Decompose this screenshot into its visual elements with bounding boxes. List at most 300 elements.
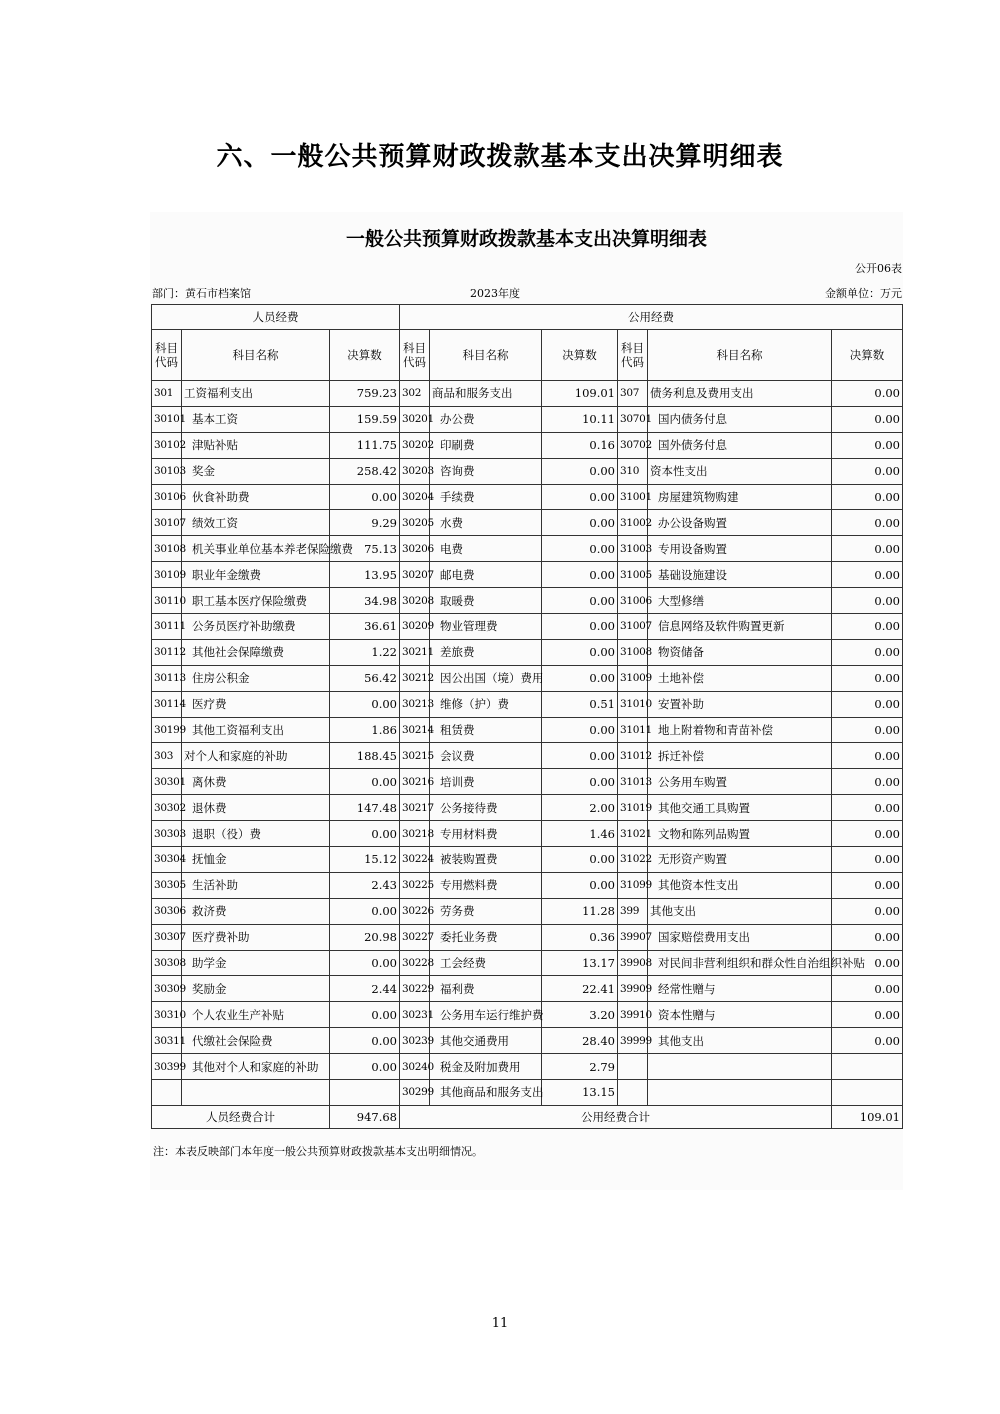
amount-header: 决算数 <box>542 330 618 381</box>
table-row <box>152 381 903 407</box>
code-cell: 30399 <box>152 1054 182 1080</box>
code-cell: 31005 <box>618 562 648 588</box>
table-row <box>152 950 903 976</box>
name-cell: 专用燃料费 <box>430 872 542 898</box>
code-cell: 39907 <box>618 924 648 950</box>
code-cell: 31006 <box>618 588 648 614</box>
amount-cell: 0.00 <box>542 484 618 510</box>
amount-cell: 0.00 <box>330 1054 400 1080</box>
code-cell: 31003 <box>618 536 648 562</box>
name-cell <box>182 1080 330 1106</box>
personnel-total-value: 947.68 <box>330 1105 400 1128</box>
amount-cell: 13.15 <box>542 1080 618 1106</box>
amount-cell: 1.46 <box>542 821 618 847</box>
code-cell: 30109 <box>152 562 182 588</box>
amount-cell: 0.00 <box>330 950 400 976</box>
name-cell: 福利费 <box>430 976 542 1002</box>
code-cell: 31008 <box>618 639 648 665</box>
name-cell: 职工基本医疗保险缴费 <box>182 588 330 614</box>
code-cell: 30103 <box>152 458 182 484</box>
code-cell: 310 <box>618 458 648 484</box>
amount-cell: 22.41 <box>542 976 618 1002</box>
amount-cell: 2.00 <box>542 795 618 821</box>
page-number: 11 <box>491 1316 509 1331</box>
amount-cell: 13.17 <box>542 950 618 976</box>
name-cell: 其他交通工具购置 <box>648 795 832 821</box>
code-cell: 31099 <box>618 872 648 898</box>
name-cell: 专用材料费 <box>430 821 542 847</box>
code-cell: 31019 <box>618 795 648 821</box>
amount-cell: 0.00 <box>542 743 618 769</box>
table-row <box>152 484 903 510</box>
code-cell: 301 <box>152 381 182 407</box>
code-cell: 31021 <box>618 821 648 847</box>
amount-cell: 0.00 <box>832 381 903 407</box>
amount-cell: 1.86 <box>330 717 400 743</box>
code-cell: 30702 <box>618 432 648 458</box>
table-row <box>152 562 903 588</box>
name-cell: 其他工资福利支出 <box>182 717 330 743</box>
code-cell: 30205 <box>400 510 430 536</box>
amount-cell: 0.00 <box>832 510 903 536</box>
code-cell: 30240 <box>400 1054 430 1080</box>
name-cell: 专用设备购置 <box>648 536 832 562</box>
name-cell: 差旅费 <box>430 639 542 665</box>
name-cell: 资本性赠与 <box>648 1002 832 1028</box>
code-cell: 303 <box>152 743 182 769</box>
amount-cell: 0.00 <box>542 536 618 562</box>
name-cell: 国外债务付息 <box>648 432 832 458</box>
code-cell: 39999 <box>618 1028 648 1054</box>
amount-cell: 109.01 <box>542 381 618 407</box>
name-cell: 离休费 <box>182 769 330 795</box>
table-row <box>152 432 903 458</box>
name-cell: 国内债务付息 <box>648 406 832 432</box>
name-cell: 对民间非营利组织和群众性自治组织补贴 <box>648 950 832 976</box>
amount-cell: 0.00 <box>542 588 618 614</box>
code-cell: 30112 <box>152 639 182 665</box>
amount-cell: 0.00 <box>832 950 903 976</box>
code-cell: 30308 <box>152 950 182 976</box>
code-cell: 31011 <box>618 717 648 743</box>
amount-cell: 56.42 <box>330 665 400 691</box>
code-cell: 30231 <box>400 1002 430 1028</box>
name-cell: 公务接待费 <box>430 795 542 821</box>
amount-cell: 0.00 <box>832 1028 903 1054</box>
name-cell: 会议费 <box>430 743 542 769</box>
name-cell: 对个人和家庭的补助 <box>182 743 330 769</box>
name-cell: 大型修缮 <box>648 588 832 614</box>
amount-cell: 75.13 <box>330 536 400 562</box>
name-cell: 奖金 <box>182 458 330 484</box>
code-cell: 39908 <box>618 950 648 976</box>
code-cell: 30113 <box>152 665 182 691</box>
name-cell: 经常性赠与 <box>648 976 832 1002</box>
amount-cell: 0.00 <box>832 536 903 562</box>
amount-cell: 2.44 <box>330 976 400 1002</box>
name-cell <box>648 1080 832 1106</box>
code-cell: 30106 <box>152 484 182 510</box>
name-cell: 租赁费 <box>430 717 542 743</box>
table-row <box>152 691 903 717</box>
code-cell: 30102 <box>152 432 182 458</box>
code-cell: 30216 <box>400 769 430 795</box>
code-cell: 30304 <box>152 847 182 873</box>
name-cell: 资本性支出 <box>648 458 832 484</box>
table-row <box>152 795 903 821</box>
amount-cell: 0.00 <box>542 717 618 743</box>
amount-cell: 0.00 <box>832 665 903 691</box>
code-cell <box>618 1080 648 1106</box>
code-cell: 31013 <box>618 769 648 795</box>
name-cell: 助学金 <box>182 950 330 976</box>
amount-cell: 9.29 <box>330 510 400 536</box>
amount-cell: 0.36 <box>542 924 618 950</box>
amount-cell: 0.00 <box>330 769 400 795</box>
name-cell: 公务用车购置 <box>648 769 832 795</box>
table-row <box>152 458 903 484</box>
name-cell: 住房公积金 <box>182 665 330 691</box>
amount-cell: 15.12 <box>330 847 400 873</box>
name-cell: 代缴社会保险费 <box>182 1028 330 1054</box>
code-cell: 30110 <box>152 588 182 614</box>
code-cell: 30310 <box>152 1002 182 1028</box>
code-cell: 30101 <box>152 406 182 432</box>
code-header: 科目代码 <box>400 330 430 381</box>
form-number: 公开06表 <box>855 262 902 275</box>
code-cell: 30239 <box>400 1028 430 1054</box>
table-row <box>152 588 903 614</box>
table-row <box>152 847 903 873</box>
amount-cell: 0.00 <box>330 821 400 847</box>
code-cell: 30306 <box>152 898 182 924</box>
name-cell: 伙食补助费 <box>182 484 330 510</box>
code-cell: 30206 <box>400 536 430 562</box>
amount-cell <box>330 1080 400 1106</box>
code-cell: 30214 <box>400 717 430 743</box>
personnel-total-label: 人员经费合计 <box>152 1105 330 1128</box>
code-cell: 30701 <box>618 406 648 432</box>
public-header: 公用经费 <box>400 305 903 330</box>
code-cell: 39910 <box>618 1002 648 1028</box>
department-label: 部门：黄石市档案馆 <box>152 287 251 300</box>
table-row <box>152 406 903 432</box>
name-cell: 其他商品和服务支出 <box>430 1080 542 1106</box>
amount-cell: 0.00 <box>832 743 903 769</box>
amount-cell: 0.16 <box>542 432 618 458</box>
table-row <box>152 976 903 1002</box>
table-row <box>152 872 903 898</box>
amount-cell: 1.22 <box>330 639 400 665</box>
amount-cell: 0.00 <box>542 510 618 536</box>
name-cell: 物资储备 <box>648 639 832 665</box>
name-header: 科目名称 <box>648 330 832 381</box>
code-cell: 30204 <box>400 484 430 510</box>
name-cell: 地上附着物和青苗补偿 <box>648 717 832 743</box>
code-cell: 30114 <box>152 691 182 717</box>
code-header: 科目代码 <box>618 330 648 381</box>
name-cell: 其他支出 <box>648 1028 832 1054</box>
table-title: 一般公共预算财政拨款基本支出决算明细表 <box>345 228 707 250</box>
name-cell: 退休费 <box>182 795 330 821</box>
code-cell: 30203 <box>400 458 430 484</box>
amount-cell: 0.00 <box>832 795 903 821</box>
code-cell: 30208 <box>400 588 430 614</box>
code-cell: 30111 <box>152 614 182 640</box>
amount-cell: 28.40 <box>542 1028 618 1054</box>
amount-cell: 0.00 <box>542 639 618 665</box>
code-cell: 30207 <box>400 562 430 588</box>
code-cell: 30213 <box>400 691 430 717</box>
name-cell: 其他社会保障缴费 <box>182 639 330 665</box>
amount-cell: 2.79 <box>542 1054 618 1080</box>
code-cell: 31001 <box>618 484 648 510</box>
name-cell: 债务利息及费用支出 <box>648 381 832 407</box>
name-cell: 工会经费 <box>430 950 542 976</box>
name-cell: 公务用车运行维护费 <box>430 1002 542 1028</box>
table-row <box>152 898 903 924</box>
amount-header: 决算数 <box>832 330 903 381</box>
table-row <box>152 769 903 795</box>
code-cell: 30302 <box>152 795 182 821</box>
name-cell: 劳务费 <box>430 898 542 924</box>
code-cell: 30218 <box>400 821 430 847</box>
amount-cell <box>832 1080 903 1106</box>
table-row <box>152 1002 903 1028</box>
amount-cell: 0.00 <box>542 614 618 640</box>
amount-cell: 0.00 <box>330 1002 400 1028</box>
name-cell: 其他支出 <box>648 898 832 924</box>
amount-cell: 0.00 <box>832 406 903 432</box>
name-cell: 抚恤金 <box>182 847 330 873</box>
code-cell: 30307 <box>152 924 182 950</box>
table-row <box>152 1080 903 1106</box>
name-cell: 取暖费 <box>430 588 542 614</box>
code-cell: 30227 <box>400 924 430 950</box>
name-cell <box>648 1054 832 1080</box>
table-row <box>152 639 903 665</box>
name-cell: 公务员医疗补助缴费 <box>182 614 330 640</box>
name-cell: 机关事业单位基本养老保险缴费 <box>182 536 330 562</box>
amount-cell: 0.00 <box>832 769 903 795</box>
public-total-label: 公用经费合计 <box>400 1105 832 1128</box>
amount-cell: 0.51 <box>542 691 618 717</box>
amount-cell: 20.98 <box>330 924 400 950</box>
name-cell: 拆迁补偿 <box>648 743 832 769</box>
code-cell: 30229 <box>400 976 430 1002</box>
totals-row <box>152 1105 903 1128</box>
amount-cell: 0.00 <box>832 562 903 588</box>
amount-cell: 0.00 <box>542 458 618 484</box>
amount-cell: 111.75 <box>330 432 400 458</box>
table-row <box>152 821 903 847</box>
amount-unit-label: 金额单位：万元 <box>825 287 902 300</box>
code-cell: 31022 <box>618 847 648 873</box>
amount-cell: 0.00 <box>542 665 618 691</box>
amount-cell: 0.00 <box>832 898 903 924</box>
amount-cell: 0.00 <box>832 872 903 898</box>
name-cell: 医疗费补助 <box>182 924 330 950</box>
code-cell: 31012 <box>618 743 648 769</box>
amount-cell: 0.00 <box>330 898 400 924</box>
amount-cell: 13.95 <box>330 562 400 588</box>
table-row <box>152 743 903 769</box>
name-cell: 安置补助 <box>648 691 832 717</box>
code-header: 科目代码 <box>152 330 182 381</box>
table-row <box>152 536 903 562</box>
name-cell: 文物和陈列品购置 <box>648 821 832 847</box>
name-cell: 培训费 <box>430 769 542 795</box>
amount-cell: 10.11 <box>542 406 618 432</box>
table-row <box>152 717 903 743</box>
name-cell: 办公费 <box>430 406 542 432</box>
name-cell: 工资福利支出 <box>182 381 330 407</box>
code-cell: 31010 <box>618 691 648 717</box>
amount-cell: 0.00 <box>832 976 903 1002</box>
name-cell: 医疗费 <box>182 691 330 717</box>
table-row <box>152 924 903 950</box>
amount-header: 决算数 <box>330 330 400 381</box>
amount-cell: 11.28 <box>542 898 618 924</box>
amount-cell: 0.00 <box>330 1028 400 1054</box>
name-cell: 绩效工资 <box>182 510 330 536</box>
code-cell: 399 <box>618 898 648 924</box>
amount-cell: 3.20 <box>542 1002 618 1028</box>
amount-cell: 0.00 <box>832 588 903 614</box>
table-row <box>152 1028 903 1054</box>
name-cell: 因公出国（境）费用 <box>430 665 542 691</box>
amount-cell: 36.61 <box>330 614 400 640</box>
name-cell: 被装购置费 <box>430 847 542 873</box>
name-cell: 其他对个人和家庭的补助 <box>182 1054 330 1080</box>
amount-cell: 0.00 <box>832 847 903 873</box>
name-cell: 委托业务费 <box>430 924 542 950</box>
code-cell: 30212 <box>400 665 430 691</box>
public-total-value: 109.01 <box>832 1105 903 1128</box>
name-cell: 救济费 <box>182 898 330 924</box>
code-cell: 30225 <box>400 872 430 898</box>
personnel-header: 人员经费 <box>152 305 400 330</box>
amount-cell: 0.00 <box>832 432 903 458</box>
name-header: 科目名称 <box>182 330 330 381</box>
name-cell: 房屋建筑物购建 <box>648 484 832 510</box>
table-row <box>152 614 903 640</box>
name-cell: 土地补偿 <box>648 665 832 691</box>
amount-cell: 0.00 <box>330 484 400 510</box>
code-cell: 31007 <box>618 614 648 640</box>
amount-cell: 0.00 <box>832 821 903 847</box>
name-cell: 其他交通费用 <box>430 1028 542 1054</box>
code-cell: 30209 <box>400 614 430 640</box>
amount-cell: 159.59 <box>330 406 400 432</box>
code-cell: 302 <box>400 381 430 407</box>
name-cell: 奖励金 <box>182 976 330 1002</box>
name-cell: 咨询费 <box>430 458 542 484</box>
code-cell: 30199 <box>152 717 182 743</box>
header-row-columns <box>152 330 903 381</box>
amount-cell: 759.23 <box>330 381 400 407</box>
code-cell: 31002 <box>618 510 648 536</box>
name-cell: 手续费 <box>430 484 542 510</box>
name-cell: 税金及附加费用 <box>430 1054 542 1080</box>
code-cell: 30211 <box>400 639 430 665</box>
amount-cell: 188.45 <box>330 743 400 769</box>
code-cell: 30107 <box>152 510 182 536</box>
amount-cell: 0.00 <box>832 691 903 717</box>
code-cell: 30215 <box>400 743 430 769</box>
name-cell: 个人农业生产补贴 <box>182 1002 330 1028</box>
amount-cell: 0.00 <box>542 872 618 898</box>
code-cell: 30224 <box>400 847 430 873</box>
amount-cell: 0.00 <box>832 1002 903 1028</box>
amount-cell: 2.43 <box>330 872 400 898</box>
section-title: 六、一般公共预算财政拨款基本支出决算明细表 <box>216 142 784 172</box>
expenditure-detail-table <box>151 304 903 1129</box>
code-cell: 30108 <box>152 536 182 562</box>
amount-cell: 0.00 <box>542 769 618 795</box>
code-cell: 30309 <box>152 976 182 1002</box>
name-cell: 基础设施建设 <box>648 562 832 588</box>
amount-cell: 0.00 <box>832 717 903 743</box>
name-cell: 基本工资 <box>182 406 330 432</box>
amount-cell: 0.00 <box>330 691 400 717</box>
code-cell: 30311 <box>152 1028 182 1054</box>
amount-cell <box>832 1054 903 1080</box>
amount-cell: 0.00 <box>542 847 618 873</box>
amount-cell: 0.00 <box>832 484 903 510</box>
code-cell: 30202 <box>400 432 430 458</box>
header-row-groups <box>152 305 903 330</box>
amount-cell: 258.42 <box>330 458 400 484</box>
code-cell: 30201 <box>400 406 430 432</box>
code-cell: 39909 <box>618 976 648 1002</box>
code-cell <box>618 1054 648 1080</box>
amount-cell: 0.00 <box>832 639 903 665</box>
table-row <box>152 665 903 691</box>
amount-cell: 34.98 <box>330 588 400 614</box>
amount-cell: 0.00 <box>542 562 618 588</box>
amount-cell: 0.00 <box>832 458 903 484</box>
table-row <box>152 1054 903 1080</box>
name-cell: 其他资本性支出 <box>648 872 832 898</box>
code-cell: 30299 <box>400 1080 430 1106</box>
name-cell: 无形资产购置 <box>648 847 832 873</box>
name-cell: 国家赔偿费用支出 <box>648 924 832 950</box>
code-cell: 30301 <box>152 769 182 795</box>
code-cell: 30228 <box>400 950 430 976</box>
name-cell: 水费 <box>430 510 542 536</box>
table-note: 注：本表反映部门本年度一般公共预算财政拨款基本支出明细情况。 <box>153 1145 483 1158</box>
name-cell: 物业管理费 <box>430 614 542 640</box>
name-cell: 生活补助 <box>182 872 330 898</box>
code-cell: 30305 <box>152 872 182 898</box>
amount-cell: 0.00 <box>832 924 903 950</box>
name-cell: 退职（役）费 <box>182 821 330 847</box>
fiscal-year-label: 2023年度 <box>470 287 520 300</box>
code-cell: 30226 <box>400 898 430 924</box>
code-cell <box>152 1080 182 1106</box>
name-cell: 邮电费 <box>430 562 542 588</box>
code-cell: 30217 <box>400 795 430 821</box>
name-cell: 信息网络及软件购置更新 <box>648 614 832 640</box>
name-cell: 商品和服务支出 <box>430 381 542 407</box>
name-cell: 津贴补贴 <box>182 432 330 458</box>
name-cell: 电费 <box>430 536 542 562</box>
name-cell: 维修（护）费 <box>430 691 542 717</box>
name-header: 科目名称 <box>430 330 542 381</box>
amount-cell: 147.48 <box>330 795 400 821</box>
code-cell: 307 <box>618 381 648 407</box>
